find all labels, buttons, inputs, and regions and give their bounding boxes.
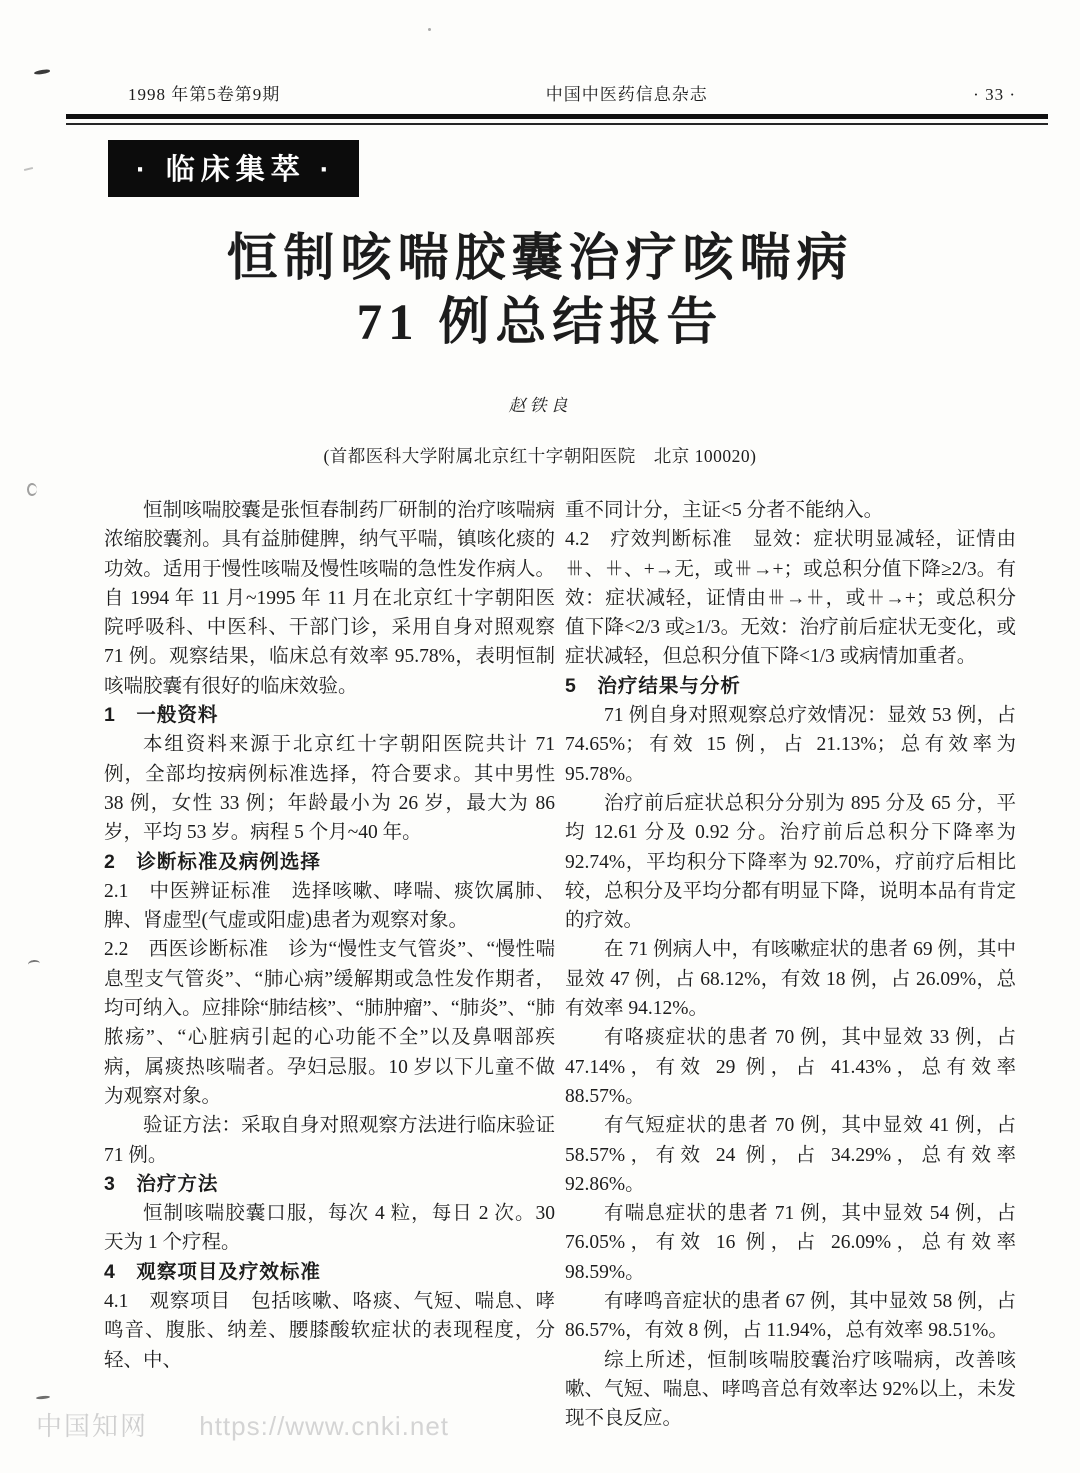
conclusion-paragraph: 综上所述，恒制咳喘胶囊治疗咳喘病，改善咳嗽、气短、喘息、哮鸣音总有效率达 92%以上，未发现不良反应。: [565, 1349, 1016, 1430]
section-1-heading: 1 一般资料: [104, 704, 219, 727]
header-rule: [66, 114, 1048, 125]
section-banner: · 临床集萃 ·: [108, 140, 359, 197]
page-number: · 33 ·: [973, 85, 1016, 104]
paragraph-2-2: 2.2 西医诊断标准 诊为“慢性支气管炎”、“慢性喘息型支气管炎”、“肺心病”缓解期或急性发作期者，均可纳入。应排除“肺结核”、“肺肿瘤”、“肺炎”、“肺脓疡”、“心脏病引起的心功能不全”以及鼻咽部疾病，属痰热咳喘者。孕妇忌服。10 岁以下儿童不做为观察对象。: [104, 939, 555, 1107]
author-name: 赵铁良: [508, 396, 572, 415]
watermark-site-url: https://www.cnki.net: [199, 1411, 450, 1441]
journal-name: 中国中医药信息杂志: [545, 85, 708, 104]
result-pant-paragraph: 有喘息症状的患者 71 例，其中显效 54 例，占 76.05%，有效 16 例，占 26.09%，总有效率 98.59%。: [565, 1203, 1016, 1283]
section-3-paragraph: 恒制咳喘胶囊口服，每次 4 粒，每日 2 次。30 天为 1 个疗程。: [104, 1203, 555, 1254]
intro-paragraph: 恒制咳喘胶囊是张恒春制药厂研制的治疗咳喘病浓缩胶囊剂。具有益肺健脾，纳气平喘，镇咳化痰的功效。适用于慢性咳喘及慢性咳喘的急性发作病人。自 1994 年 11 月~1995 年 11 月在北京红十字朝阳医院呼吸科、中医科、干部门诊，采用自身对照观察 71 例。观察结果，临床总有效率 95.78%，表明恒制咳喘胶囊有很好的临床效验。: [104, 500, 555, 697]
affiliation: (首都医科大学附属北京红十字朝阳医院 北京 100020): [323, 446, 757, 466]
result-scores-paragraph: 治疗前后症状总积分分别为 895 分及 65 分，平均 12.61 分及 0.92 分。治疗前后总积分下降率为 92.74%，平均积分下降率为 92.70%，疗前疗后相比较，总积分及平均分都有明显下降，说明本品有肯定的疗效。: [565, 792, 1016, 932]
page-header: [0, 0, 1080, 105]
section-1-paragraph: 本组资料来源于北京红十字朝阳医院共计 71 例，全部均按病例标准选择，符合要求。其中男性 38 例，女性 33 例；年龄最小为 26 岁，最大为 86 岁，平均 53 岁。病程 5 个月~40 年。: [104, 734, 555, 844]
title-line-2: 71 例总结报告: [356, 295, 724, 351]
section-4-heading: 4 观察项目及疗效标准: [104, 1260, 321, 1283]
watermark-site-name: 中国知网: [36, 1411, 149, 1441]
section-5-heading: 5 治疗结果与分析: [565, 674, 741, 697]
section-3-heading: 3 治疗方法: [104, 1172, 219, 1195]
right-column: [565, 496, 1016, 1434]
result-wheeze-paragraph: 有哮鸣音症状的患者 67 例，其中显效 58 例，占 86.57%，有效 8 例，占 11.94%，总有效率 98.51%。: [565, 1291, 1016, 1342]
paragraph-4-2: 4.2 疗效判断标准 显效：症状明显减轻，证情由⧻、⧺、+→无，或⧻→+；或总积分值下降≥2/3。有效：症状减轻，证情由⧻→⧺，或⧺→+；或总积分值下降<2/3 或≥1/3。无效：治疗前后症状无变化，或症状减轻，但总积分值下降<1/3 或病情加重者。: [565, 529, 1016, 668]
title-line-1: 恒制咳喘胶囊治疗咳喘病: [226, 231, 854, 287]
paragraph-4-1: 4.1 观察项目 包括咳嗽、咯痰、气短、喘息、哮鸣音、腹胀、纳差、腰膝酸软症状的表现程度，分轻、中、: [104, 1291, 555, 1371]
cnki-watermark: [36, 1406, 449, 1443]
result-overall-paragraph: 71 例自身对照观察总疗效情况：显效 53 例，占 74.65%；有效 15 例，占 21.13%；总有效率为 95.78%。: [565, 705, 1016, 785]
result-cough-paragraph: 在 71 例病人中，有咳嗽症状的患者 69 例，其中显效 47 例，占 68.12%，有效 18 例，占 26.09%，总有效率 94.12%。: [565, 939, 1016, 1020]
paragraph-4-1-continued: 重不同计分，主证<5 分者不能纳入。: [565, 500, 884, 521]
header-rule-thin: [66, 123, 1048, 125]
scan-artifact: [27, 483, 37, 496]
paragraph-2-1: 2.1 中医辨证标准 选择咳嗽、哮喘、痰饮属肺、脾、肾虚型(气虚或阳虚)患者为观察对象。: [104, 880, 555, 932]
header-rule-thick: [66, 114, 1048, 119]
article-title: [0, 227, 1080, 355]
verification-paragraph: 验证方法：采取自身对照观察方法进行临床验证 71 例。: [104, 1115, 555, 1166]
article-body: [0, 496, 1080, 1434]
result-phlegm-paragraph: 有咯痰症状的患者 70 例，其中显效 33 例，占 47.14%，有效 29 例，占 41.43%，总有效率 88.57%。: [565, 1027, 1016, 1107]
section-2-heading: 2 诊断标准及病例选择: [104, 850, 321, 873]
scan-artifact: [24, 167, 33, 171]
left-column: [104, 496, 555, 1434]
result-breath-paragraph: 有气短症状的患者 70 例，其中显效 41 例，占 58.57%，有效 24 例，占 34.29%，总有效率 92.86%。: [565, 1115, 1016, 1195]
journal-issue: 1998 年第5卷第9期: [128, 85, 281, 104]
